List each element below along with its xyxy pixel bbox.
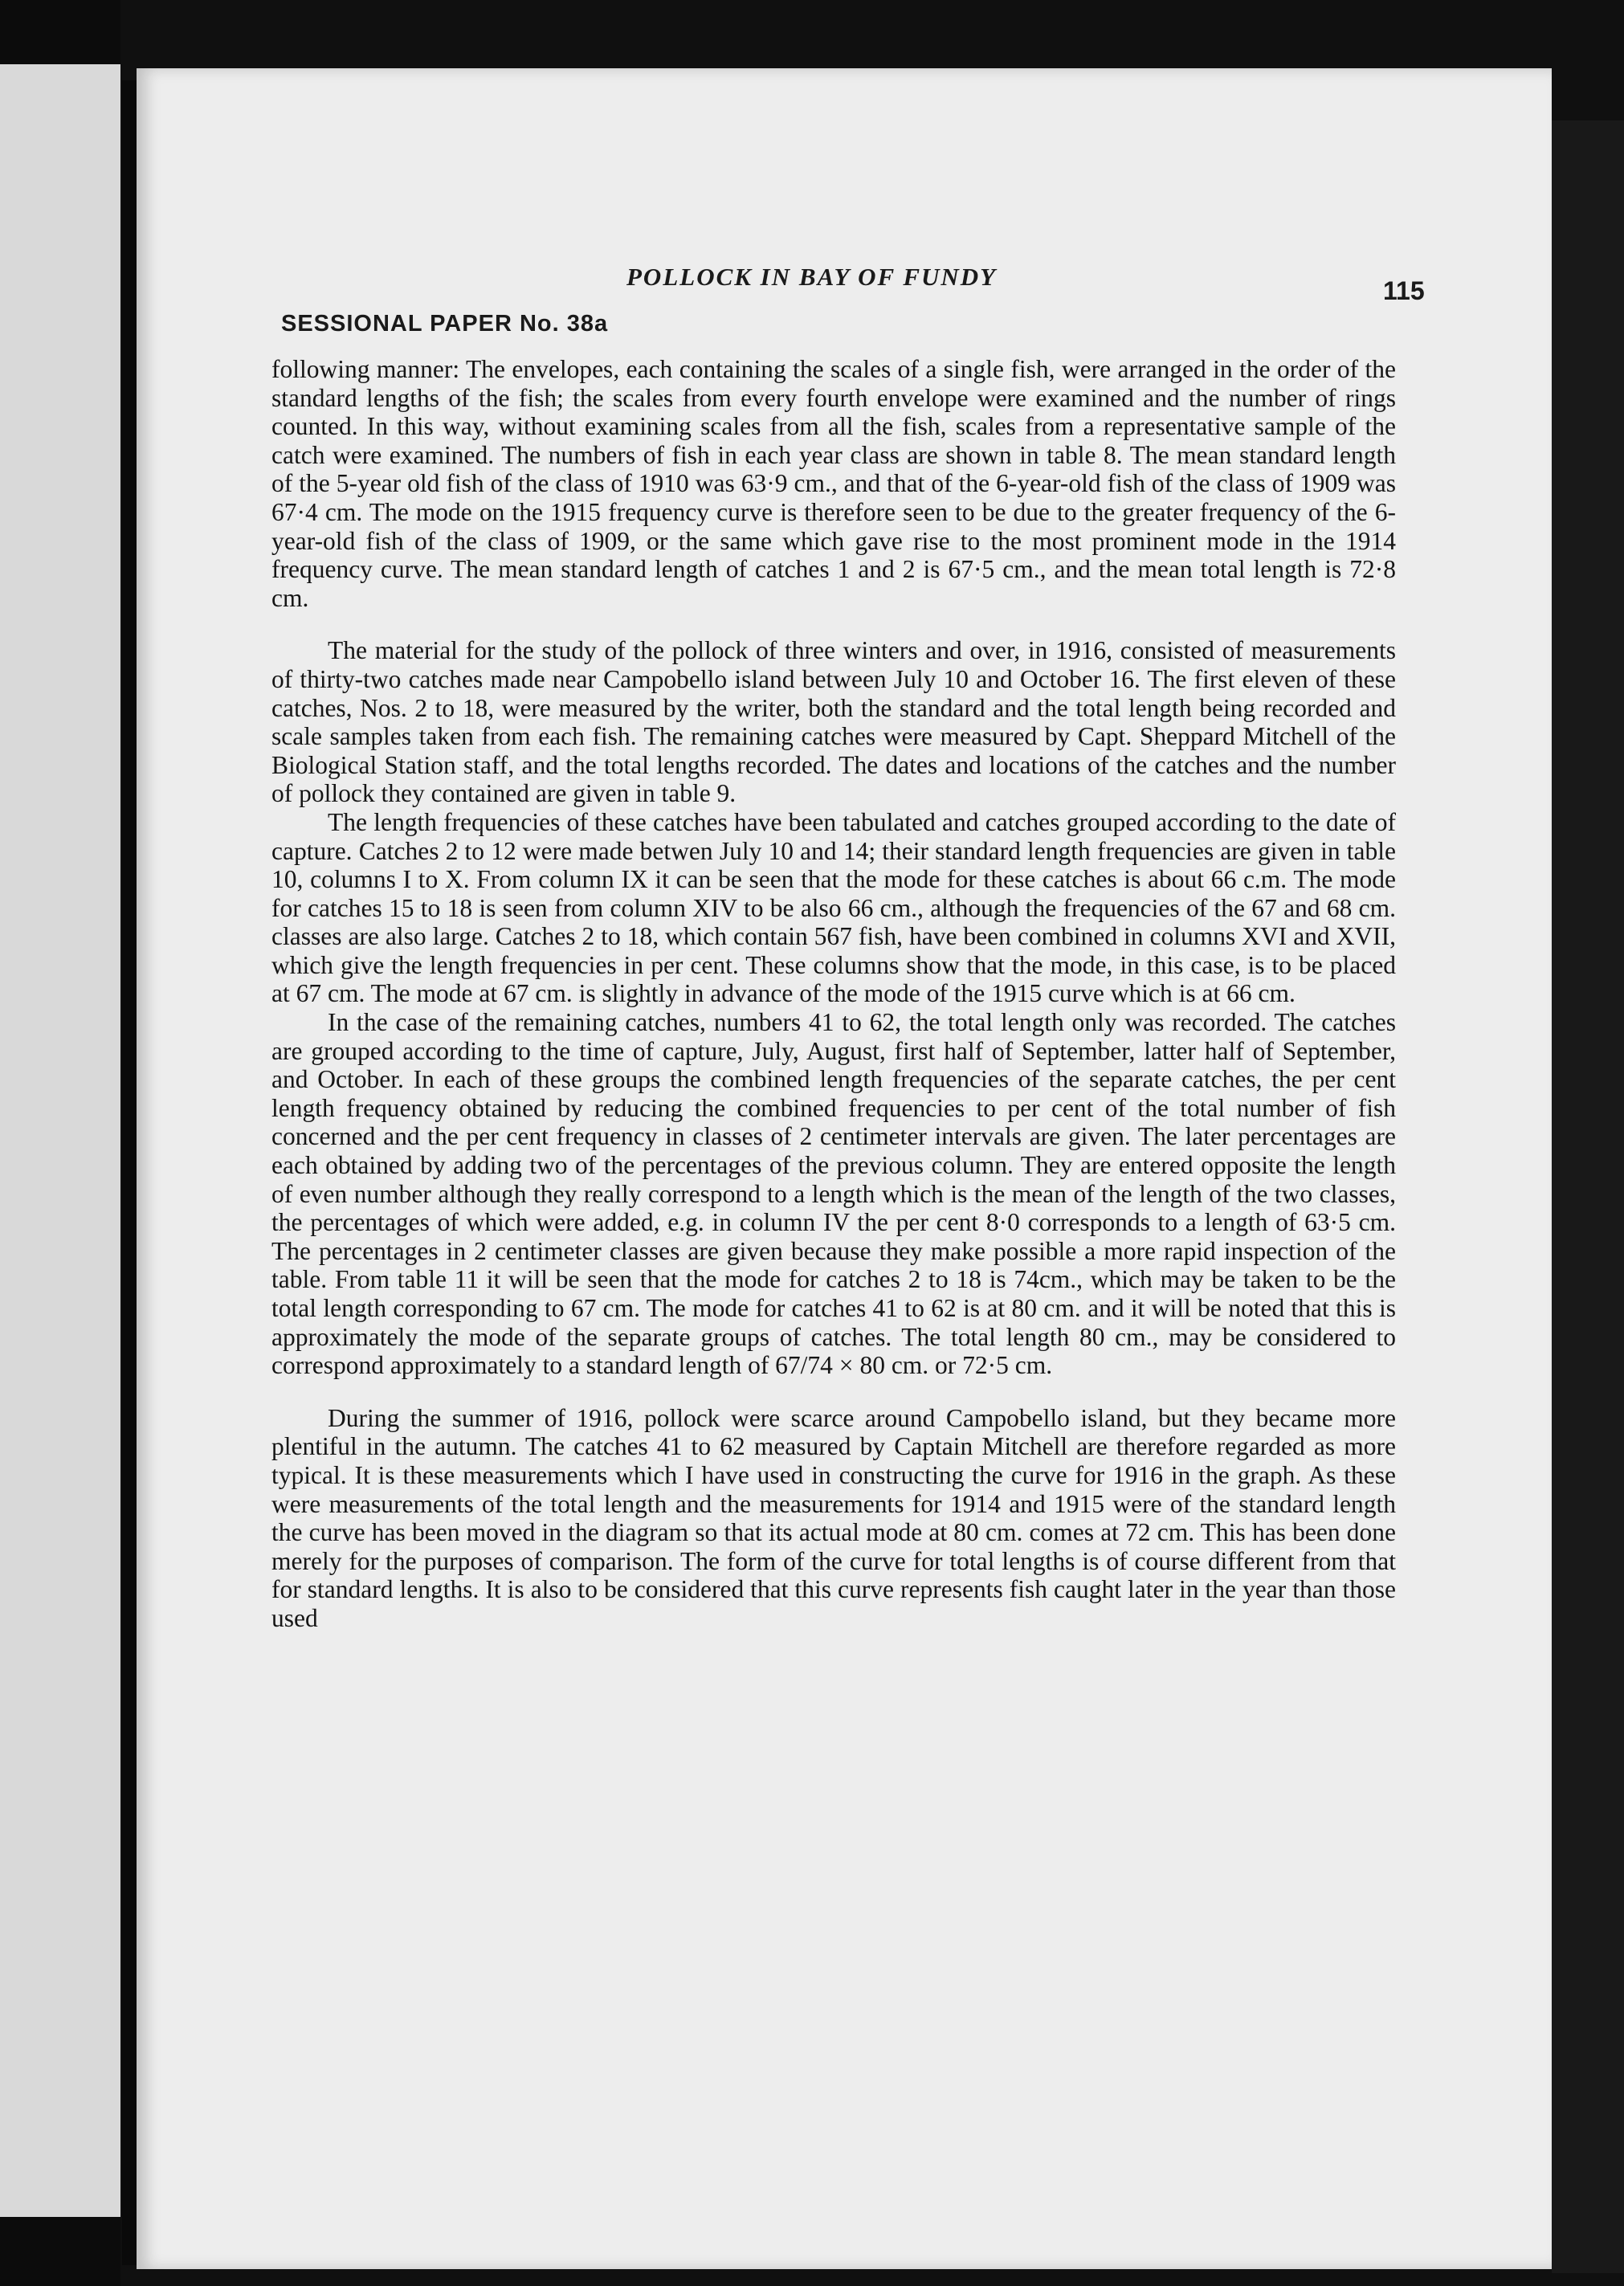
paragraph-2: The material for the study of the pollock of three winters and over, in 1916, consisted of measurements of thirty-two catches made near Campobello island between July 10 and October 16. The first eleven of these catches, Nos. 2 to 18, were measured by the writer, both the standard and the total length being recorded and scale samples taken from each fish. The remaining catches were measured by Capt. Sheppard Mitchell of the Biological Station staff, and the total lengths recorded. The dates and locations of the catches and the number of pollock they contained are given in table 9. <box>271 636 1396 808</box>
page-number: 115 <box>1383 276 1425 305</box>
sessional-paper-label: SESSIONAL PAPER No. 38a <box>281 311 609 337</box>
paragraph-3: The length frequencies of these catches have been tabulated and catches grouped according to the date of capture. Catches 2 to 12 were made betwen July 10 and 14; their standard length frequencies are given in table 10, columns I to X. From column IX it can be seen that the mode for these catches is about 66 c.m. The mode for catches 15 to 18 is seen from column XIV to be also 66 cm., although the frequencies of the 67 and 68 cm. classes are also large. Catches 2 to 18, which contain 567 fish, have been combined in columns XVI and XVII, which give the length frequencies in per cent. These columns show that the mode, in this case, is to be placed at 67 cm. The mode at 67 cm. is slightly in advance of the mode of the 1915 curve which is at 66 cm. <box>271 807 1396 1008</box>
paragraph-5: During the summer of 1916, pollock were scarce around Campobello island, but they became more plentiful in the autumn. The catches 41 to 62 measured by Captain Mitchell are therefore regarded as more typical. It is these measurements which I have used in constructing the curve for 1916 in the graph. As these were measurements of the total length and the measurements for 1914 and 1915 were of the standard length the curve has been moved in the diagram so that its actual mode at 80 cm. comes at 72 cm. This has been done merely for the purposes of comparison. The form of the curve for total lengths is of course different from that for standard lengths. It is also to be considered that this curve represents fish caught later in the year than those used <box>271 1403 1396 1632</box>
paragraph-1: following manner: The envelopes, each containing the scales of a single fish, were arranged in the order of the standard lengths of the fish; the scales from every fourth envelope were examined and the number of rings counted. In this way, without examining scales from all the fish, scales from a representative sample of the catch were examined. The numbers of fish in each year class are shown in table 8. The mean standard length of the 5-year old fish of the class of 1910 was 63·9 cm., and that of the 6-year-old fish of the class of 1909 was 67·4 cm. The mode on the 1915 frequency curve is therefore seen to be due to the greater frequency of the 6-year-old fish of the class of 1909, or the same which gave rise to the most prominent mode in the 1914 frequency curve. The mean standard length of catches 1 and 2 is 67·5 cm., and the mean total length is 72·8 cm. <box>271 355 1396 612</box>
paragraph-4: In the case of the remaining catches, numbers 41 to 62, the total length only was recorded. The catches are grouped according to the time of capture, July, August, first half of September, latter half of September, and October. In each of these groups the combined length frequencies of the separate catches, the per cent length frequency obtained by reducing the combined frequencies to per cent of the total number of fish concerned and the per cent frequency in classes of 2 centimeter intervals are given. The later percentages are each obtained by adding two of the percentages of the previous column. They are entered opposite the length of even number although they really correspond to a length which is the mean of the length of the two classes, the percentages of which were added, e.g. in column IV the per cent 8·0 corresponds to a length of 63·5 cm. The percentages in 2 centimeter classes are given because they make possible a more rapid inspection of the table. From table 11 it will be seen that the mode for catches 2 to 18 is 74cm., which may be taken to be the total length corresponding to 67 cm. The mode for catches 41 to 62 is at 80 cm. and it will be noted that this is approximately the mode of the separate groups of catches. The total length 80 cm., may be considered to correspond approximately to a standard length of 67/74 × 80 cm. or 72·5 cm. <box>271 1008 1396 1380</box>
body-text <box>271 355 1396 1633</box>
binding-shadow <box>122 80 137 2265</box>
scan-background-right <box>1552 120 1624 2273</box>
running-title: POLLOCK IN BAY OF FUNDY <box>626 263 998 291</box>
facing-page-edge <box>0 64 120 2217</box>
